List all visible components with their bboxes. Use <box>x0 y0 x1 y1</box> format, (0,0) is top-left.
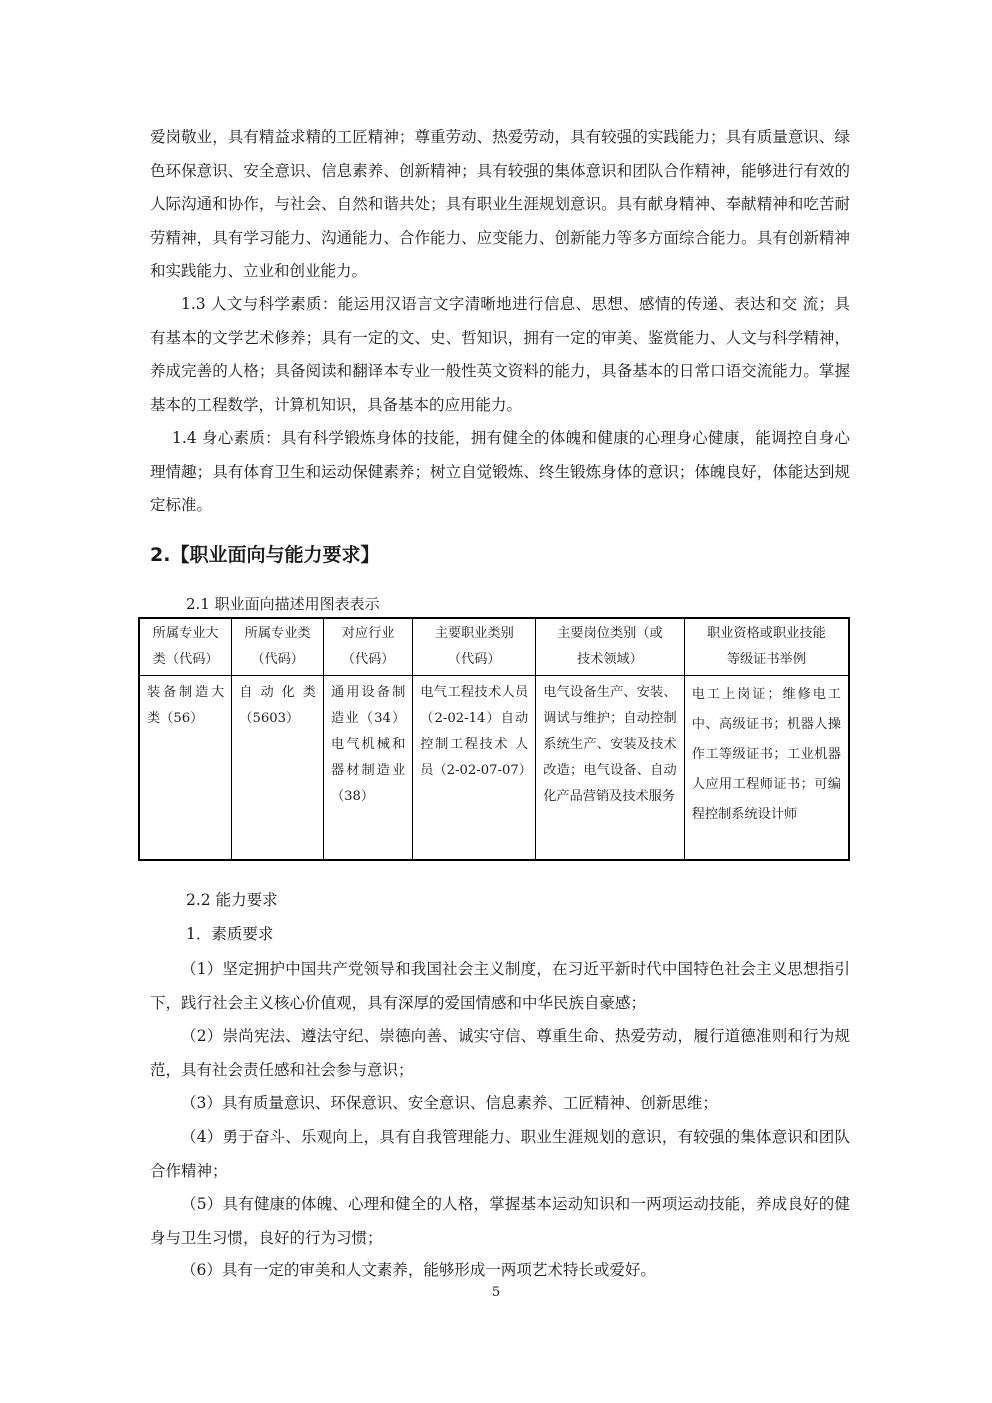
header-major-class: 所属专业类 （代码） <box>232 618 324 676</box>
cell-occupation-category: 电气工程技术人员（2-02-14）自动控制工程技术 人 员（2-02-07-07） <box>413 676 536 860</box>
cell-major-category: 装备制造大类（56） <box>139 676 232 860</box>
header-industry: 对应行业 （代码） <box>323 618 412 676</box>
section-2-2-title: 2.2 能力要求 <box>186 891 278 909</box>
section-1-4-paragraph: 1.4 身心素质：具有科学锻炼身体的技能，拥有健全的体魄和健康的心理身心健康，能调控自身心理情趣；具有体育卫生和运动保健素养；树立自觉锻炼、终生锻炼身体的意识；体魄良好，体能达到规定标准。 <box>150 429 850 514</box>
table-caption: 2.1 职业面向描述用图表表示 <box>186 595 380 613</box>
cell-industry: 通用设备制造业（34）电气机械和器材制造业（38） <box>323 676 412 860</box>
list-item: （6）具有一定的审美和人文素养，能够形成一两项艺术特长或爱好。 <box>181 1261 656 1279</box>
table-row <box>139 676 849 860</box>
cell-certificates: 电工上岗证；维修电工中、高级证书；机器人操作工等级证书；工业机器人应用工程师证书；可编程控制系统设计师 <box>684 676 849 860</box>
list-item: （4）勇于奋斗、乐观向上，具有自我管理能力、职业生涯规划的意识，有较强的集体意识和团队合作精神； <box>150 1128 850 1180</box>
list-item: （3）具有质量意识、环保意识、安全意识、信息素养、工匠精神、创新思维； <box>181 1094 718 1112</box>
quality-requirements-title: 1．素质要求 <box>186 925 274 943</box>
list-item: （1）坚定拥护中国共产党领导和我国社会主义制度，在习近平新时代中国特色社会主义思想指引下，践行社会主义核心价值观，具有深厚的爱国情感和中华民族自豪感； <box>150 960 850 1012</box>
list-item: （5）具有健康的体魄、心理和健全的人格，掌握基本运动知识和一两项运动技能，养成良好的健身与卫生习惯，良好的行为习惯； <box>150 1195 850 1247</box>
section-heading-number: 2. <box>150 544 171 566</box>
section-1-3-paragraph: 1.3 人文与科学素质：能运用汉语言文字清晰地进行信息、思想、感情的传递、表达和交 流；具有基本的文学艺术修养；具有一定的文、史、哲知识，拥有一定的审美、鉴赏能力、人文与科学精神，养成完善的人格；具备阅读和翻译本专业一般性英文资料的能力，具备基本的日常口语交流能力。掌握基本的工程数学，计算机知识，具备基本的应用能力。 <box>150 295 850 414</box>
list-item: （2）崇尚宪法、遵法守纪、崇德向善、诚实守信、尊重生命、热爱劳动，履行道德准则和行为规范，具有社会责任感和社会参与意识； <box>150 1027 850 1079</box>
cell-major-class: 自 动 化 类（5603） <box>232 676 324 860</box>
section-heading <box>150 538 379 572</box>
header-major-category: 所属专业大 类（代码） <box>139 618 232 676</box>
table-header-row <box>139 618 849 676</box>
section-heading-title: 【职业面向与能力要求】 <box>170 544 380 566</box>
header-post-category: 主要岗位类别（或 技术领域） <box>536 618 684 676</box>
header-certificates: 职业资格或职业技能 等级证书举例 <box>684 618 849 676</box>
intro-paragraph: 爱岗敬业，具有精益求精的工匠精神；尊重劳动、热爱劳动，具有较强的实践能力；具有质量意识、绿色环保意识、安全意识、信息素养、创新精神；具有较强的集体意识和团队合作精神，能够进行有效的人际沟通和协作，与社会、自然和谐共处；具有职业生涯规划意识。具有献身精神、奉献精神和吃苦耐劳精神，具有学习能力、沟通能力、合作能力、应变能力、创新能力等多方面综合能力。具有创新精神和实践能力、立业和创业能力。 <box>150 128 850 280</box>
occupation-table <box>138 617 850 861</box>
cell-post-category: 电气设备生产、安装、调试与维护；自动控制系统生产、安装及技术改造；电气设备、自动化产品营销及技术服务 <box>536 676 684 860</box>
page-number: 5 <box>491 1285 501 1300</box>
header-occupation-category: 主要职业类别 （代码） <box>413 618 536 676</box>
